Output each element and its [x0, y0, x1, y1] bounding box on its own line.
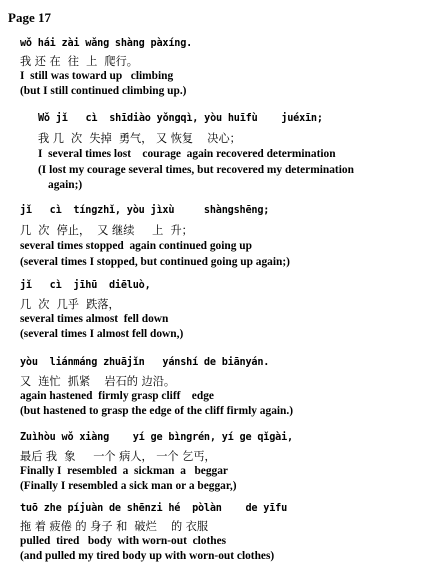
translation-line: (several times I almost fell down,) — [20, 328, 184, 340]
hanzi-line: 几 次 停止， 又 继续 上 升； — [20, 224, 193, 237]
pinyin-line: Wǒ jǐ cì shīdiào yǒngqì, yòu huīfù juéxīn; — [38, 113, 323, 124]
english-gloss-line: several times almost fell down — [20, 313, 169, 325]
hanzi-line: 我 几 次 失掉 勇气， 又 恢复 决心； — [38, 132, 241, 145]
pinyin-line: Zuìhòu wǒ xiàng yí ge bìngrén, yí ge qǐgài, — [20, 432, 293, 443]
hanzi-line: 几 次 几乎 跌落， — [20, 298, 120, 311]
translation-line: (but I still continued climbing up.) — [20, 85, 187, 97]
pinyin-line: jǐ cì tíngzhǐ, yòu jìxù shàngshēng; — [20, 205, 270, 216]
english-gloss-line: pulled tired body with worn-out clothes — [20, 535, 227, 547]
hanzi-line: 拖 着 疲倦 的 身子 和 破烂 的 衣服 — [20, 520, 209, 533]
translation-line: (I lost my courage several times, but recovered my determination — [38, 164, 354, 176]
pinyin-line: tuō zhe píjuàn de shēnzi hé pòlàn de yīfu — [20, 503, 288, 514]
hanzi-line: 最后 我 象 一个 病人， 一个 乞丐， — [20, 450, 216, 463]
hanzi-line: 又 连忙 抓紧 岩石的 边沿。 — [20, 375, 176, 388]
translation-line: (several times I stopped, but continued going up again;) — [20, 256, 290, 268]
english-gloss-line: I still was toward up climbing — [20, 70, 174, 82]
english-gloss-line: I several times lost courage again recovered determination — [38, 148, 336, 160]
pinyin-line: yòu liánmáng zhuājǐn yánshí de biānyán. — [20, 357, 270, 368]
translation-line: (Finally I resembled a sick man or a beggar,) — [20, 480, 237, 492]
translation-line: (and pulled my tired body up with worn-out clothes) — [20, 550, 275, 562]
english-gloss-line: Finally I resembled a sickman a beggar — [20, 465, 228, 477]
english-gloss-line: several times stopped again continued going up — [20, 240, 252, 252]
translation-line: (but hastened to grasp the edge of the cliff firmly again.) — [20, 405, 294, 417]
hanzi-line: 我 还 在 往 上 爬行。 — [20, 55, 138, 68]
pinyin-line: jǐ cì jīhū diēluò, — [20, 280, 151, 291]
translation-line-cont: again;) — [48, 179, 83, 191]
page-title: Page 17 — [8, 10, 51, 25]
english-gloss-line: again hastened firmly grasp cliff edge — [20, 390, 214, 402]
pinyin-line: wǒ hái zài wǎng shàng pàxíng. — [20, 38, 193, 49]
